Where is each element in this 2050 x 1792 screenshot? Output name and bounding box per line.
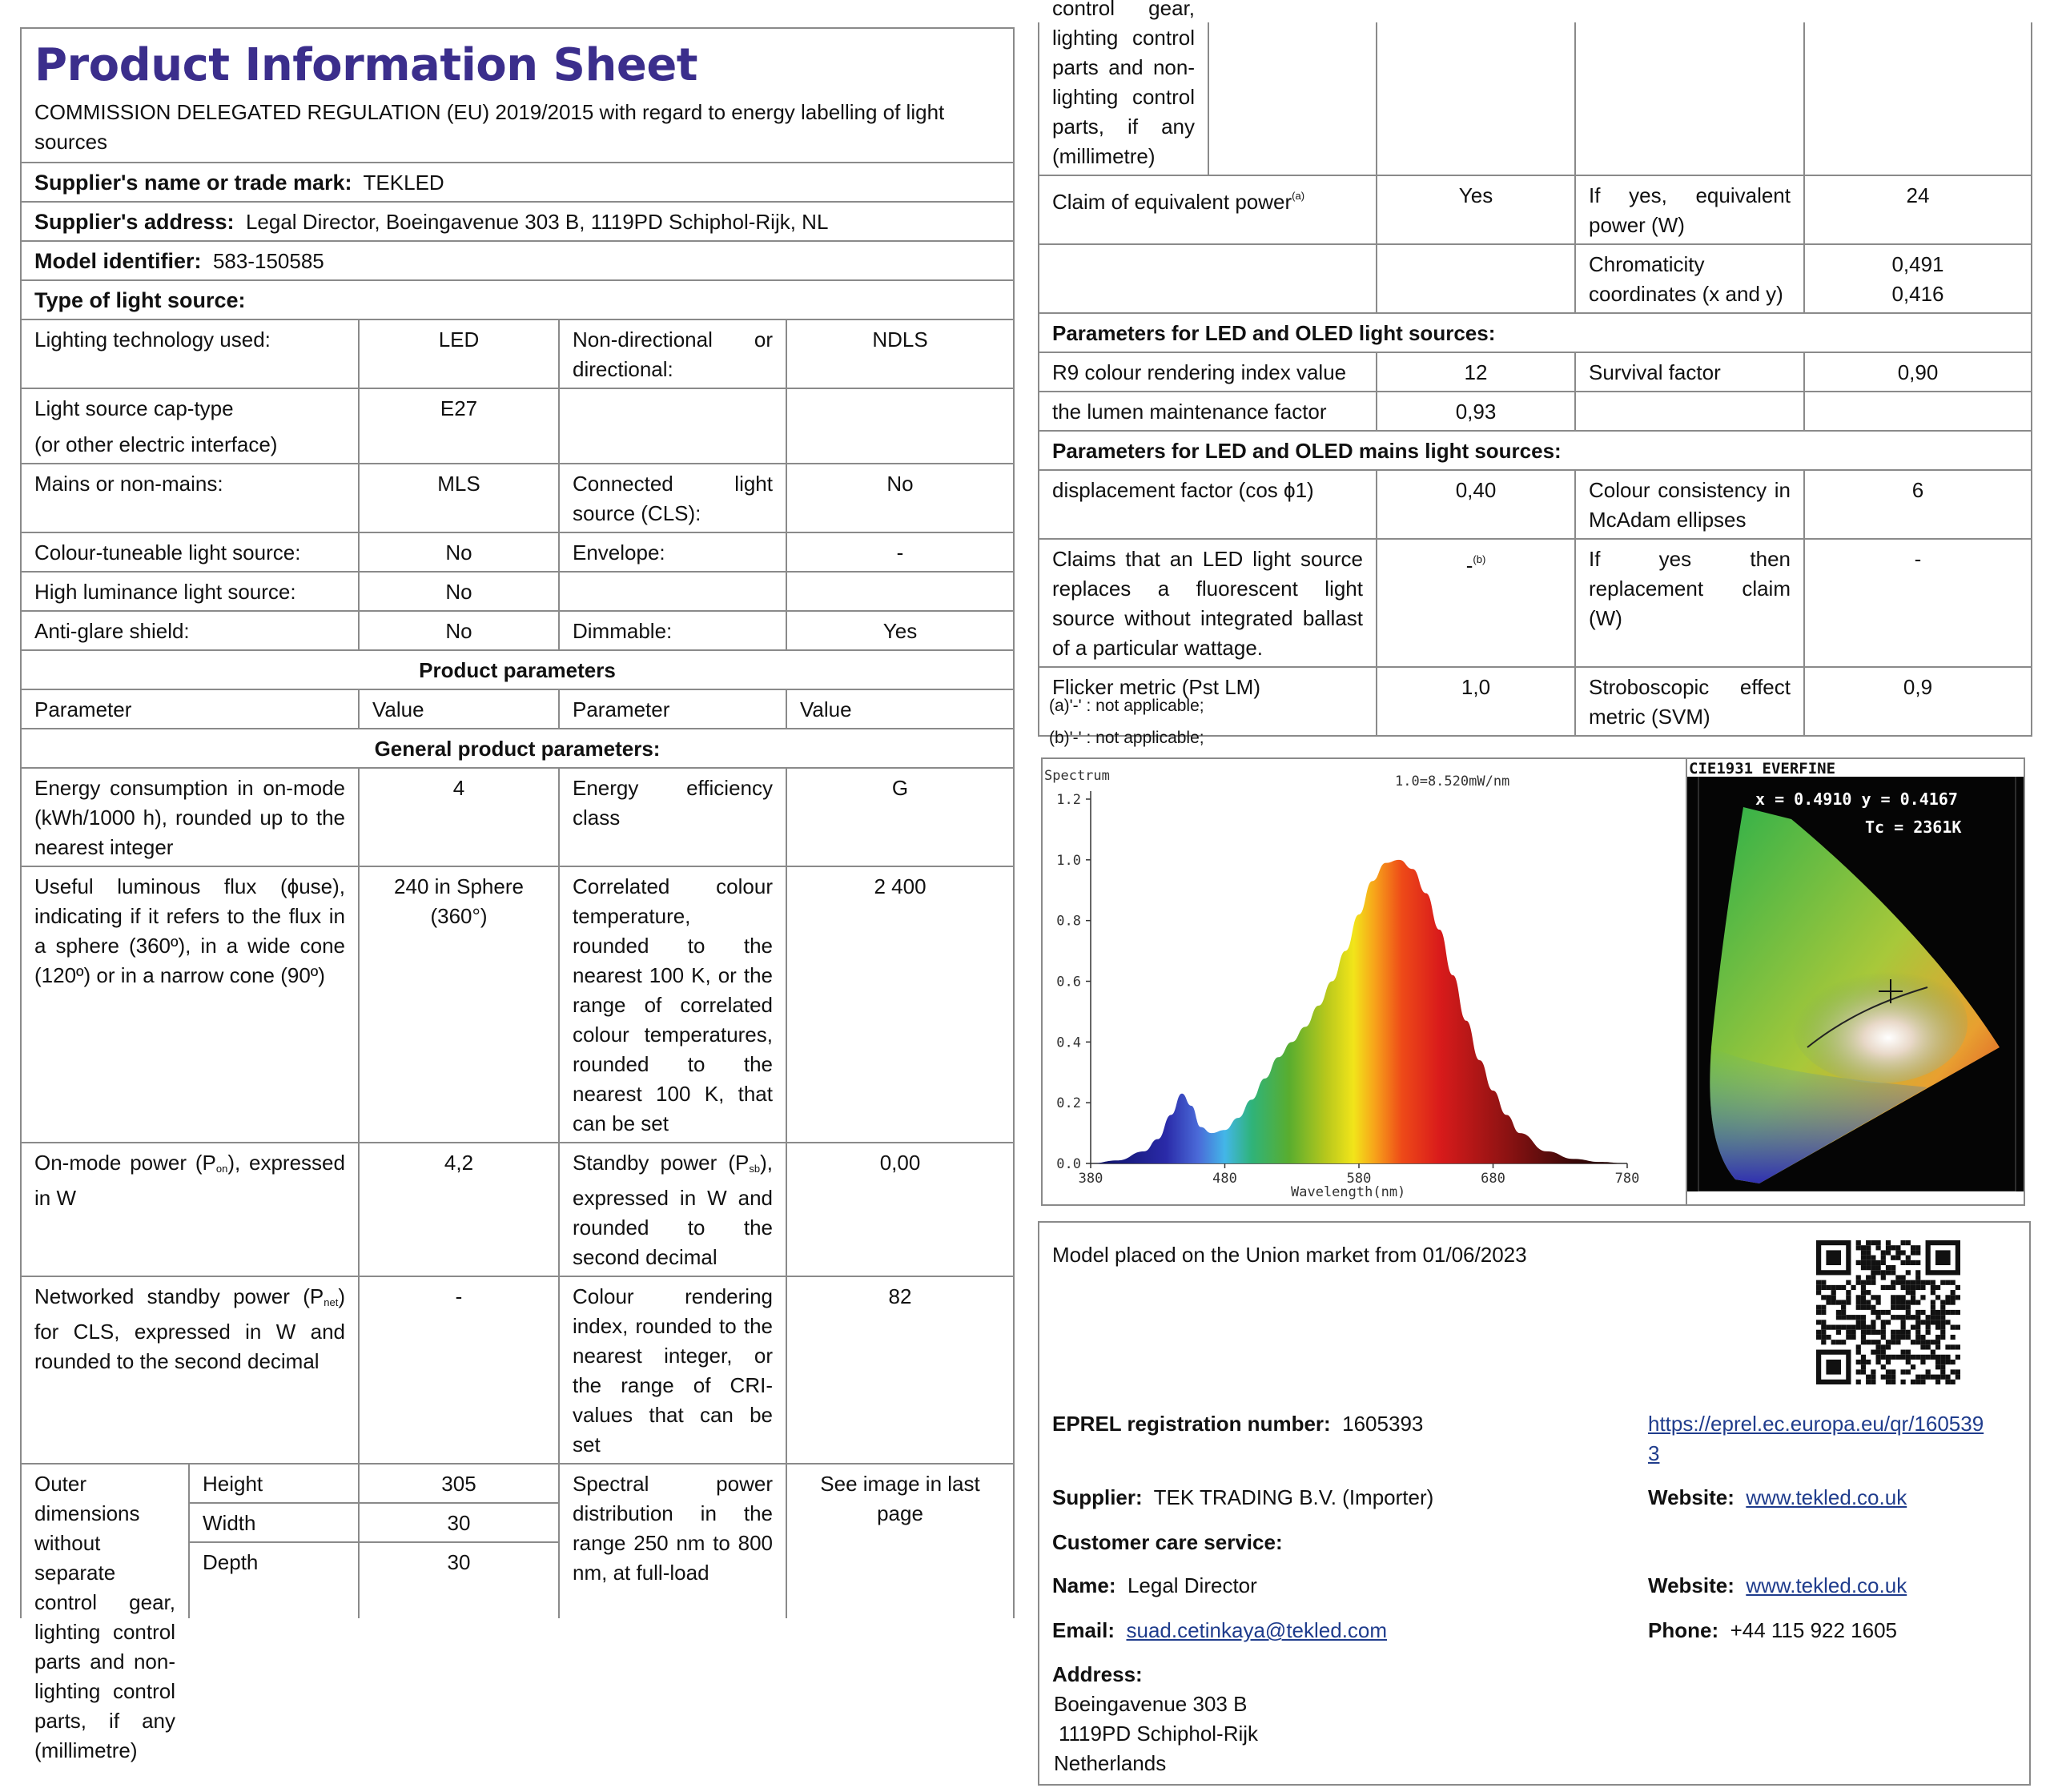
dir-value: NDLS (786, 319, 1014, 388)
website-label: Website: (1648, 1485, 1734, 1509)
address-label: Address: (1052, 1662, 1143, 1686)
width-label: Width (189, 1503, 359, 1542)
led-header: Parameters for LED and OLED light sources: (1052, 321, 1496, 345)
y-tick-label: 1.2 (1056, 792, 1081, 808)
cct-label: Correlated colour temperature, rounded to the nearest 100 K, or the range of correlated colour temperatures, rounded to the nearest 100 K, that can be set (559, 866, 786, 1143)
eprel-label: EPREL registration number: (1052, 1412, 1331, 1436)
address-line-3: Netherlands (1054, 1751, 1167, 1775)
replace-label: Claims that an LED light source replaces a fluorescent light source without integrated ballast of a particular wattage. (1039, 539, 1377, 667)
cie-white-region (1791, 963, 1968, 1083)
disp-label: displacement factor (cos ϕ1) (1039, 470, 1377, 539)
env-label: Envelope: (559, 532, 786, 572)
note-b: (b)'-' : not applicable; (1049, 729, 1204, 747)
cct-value: 2 400 (786, 866, 1014, 1143)
x-tick-label: 780 (1614, 1171, 1640, 1187)
spd-value: See image in last page (786, 1464, 1014, 1618)
spectrum-area (1091, 860, 1627, 1163)
glare-value: No (359, 611, 559, 650)
class-value: G (786, 768, 1014, 866)
standby-label: Standby power $(P_{sb})$, expressed in W and rounded to the second decimal (559, 1143, 786, 1276)
type-header: Type of light source: (34, 288, 246, 312)
qr-code-icon[interactable] (1816, 1240, 1960, 1384)
flicker-value: 1,0 (1377, 667, 1575, 736)
product-parameters-header: Product parameters (21, 650, 1014, 689)
mains-value: MLS (359, 464, 559, 532)
strobe-value: 0,9 (1804, 667, 2032, 736)
mains-header: Parameters for LED and OLED mains light sources: (1052, 439, 1562, 463)
supplier-address-label: Supplier's address: (34, 210, 235, 234)
x-tick-label: 480 (1212, 1171, 1237, 1187)
supplier-name-label: Supplier's name or trade mark: (34, 171, 352, 195)
spd-label: Spectral power distribution in the range 250 nm to 800 nm, at full-load (559, 1464, 786, 1618)
address-line-1: Boeingavenue 303 B (1054, 1692, 1248, 1716)
tune-label: Colour-tuneable light source: (21, 532, 359, 572)
cap-label: Light source cap-type (34, 396, 234, 420)
supplier-label: Supplier: (1052, 1485, 1143, 1509)
supplier-value: TEK TRADING B.V. (Importer) (1153, 1485, 1434, 1509)
claim-label: Claim of equivalent power$^{(a)}$ (1039, 175, 1377, 244)
flux-label: Useful luminous flux (ϕuse), indicating if it refers to the flux in a sphere (360º), in a wide cone (120º) or in a narrow cone (90º) (21, 866, 359, 1143)
onpower-label: On-mode power $(P_{on})$, expressed in W (21, 1143, 359, 1276)
x-tick-label: 380 (1078, 1171, 1103, 1187)
email-link[interactable]: suad.cetinkaya@tekled.com (1126, 1618, 1388, 1642)
mains-label: Mains or non-mains: (21, 464, 359, 532)
net-label: Networked standby power $(P_{net})$ for CLS, expressed in W and rounded to the second decimal (21, 1276, 359, 1464)
y-tick-label: 0.2 (1056, 1095, 1081, 1112)
cie-title: CIE1931 EVERFINE (1689, 760, 1836, 777)
email-label: Email: (1052, 1618, 1115, 1642)
care-header: Customer care service: (1052, 1530, 1283, 1554)
website2-link[interactable]: www.tekled.co.uk (1746, 1573, 1907, 1597)
param-col-2: Parameter (559, 689, 786, 729)
flux-value: 240 in Sphere (360°) (359, 866, 559, 1143)
outer-dim-continued: control gear, lighting control parts and non-lighting control parts, if any (millimetre) (1052, 0, 1195, 168)
model-identifier-value: 583-150585 (212, 249, 324, 273)
chroma-x: 0,491 (1891, 252, 1944, 276)
website-link[interactable]: www.tekled.co.uk (1746, 1485, 1907, 1509)
supplier-address-value: Legal Director, Boeingavenue 303 B, 1119PD Schiphol-Rijk, NL (245, 210, 829, 234)
consist-value: 6 (1804, 470, 2032, 539)
cie-chart (1686, 757, 2025, 1206)
model-identifier-label: Model identifier: (34, 249, 202, 273)
eprel-link[interactable]: https://eprel.ec.europa.eu/qr/1605393 (1648, 1412, 1984, 1465)
env-value: - (786, 532, 1014, 572)
spectrum-chart (1041, 757, 1692, 1206)
phone-value: +44 115 922 1605 (1730, 1618, 1898, 1642)
claim-value: Yes (1377, 175, 1575, 244)
cri-value: 82 (786, 1276, 1014, 1464)
survival-label: Survival factor (1575, 352, 1804, 392)
height-value: 305 (359, 1464, 559, 1503)
survival-value: 0,90 (1804, 352, 2032, 392)
class-label: Energy efficiency class (559, 768, 786, 866)
y-tick-label: 0.6 (1056, 974, 1081, 990)
flicker-label: Flicker metric (Pst LM) (1039, 667, 1377, 736)
outer-dim-label: Outer dimensions without separate control gear, lighting control parts and non-lighting control parts, if any (millimetre) (34, 1472, 175, 1762)
energy-value: 4 (359, 768, 559, 866)
address-line-2: 1119PD Schiphol-Rijk (1059, 1722, 1259, 1746)
tech-label: Lighting technology used: (21, 319, 359, 388)
replace-value: -$^{(b)}$ (1377, 539, 1575, 667)
lumen-label: the lumen maintenance factor (1039, 392, 1377, 431)
net-value: - (359, 1276, 559, 1464)
cri-label: Colour rendering index, rounded to the nearest integer, or the range of CRI-values that can be set (559, 1276, 786, 1464)
y-tick-label: 0.4 (1056, 1035, 1081, 1051)
y-tick-label: 0.0 (1056, 1156, 1081, 1172)
eprel-value: 1605393 (1342, 1412, 1424, 1436)
cie-bottom-ticks (1687, 1191, 2024, 1204)
x-tick-label: 580 (1346, 1171, 1372, 1187)
equiv-label: If yes, equivalent power (W) (1575, 175, 1804, 244)
name-label: Name: (1052, 1573, 1116, 1597)
spectrum-xlabel: Wavelength(nm) (1291, 1184, 1406, 1200)
phone-label: Phone: (1648, 1618, 1719, 1642)
x-tick-label: 680 (1481, 1171, 1505, 1187)
depth-label: Depth (189, 1542, 359, 1618)
chroma-y: 0,416 (1891, 282, 1944, 306)
main-info-table (20, 27, 1015, 1762)
spectrum-scale: 1.0=8.520mW/nm (1395, 773, 1510, 790)
market-text: Model placed on the Union market from 01/06/2023 (1052, 1243, 1527, 1267)
param-col-1: Parameter (21, 689, 359, 729)
cls-label: Connected light source (CLS): (559, 464, 786, 532)
page-title: Product Information Sheet (34, 39, 698, 91)
strobe-label: Stroboscopic effect metric (SVM) (1575, 667, 1804, 736)
website2-label: Website: (1648, 1573, 1734, 1597)
disp-value: 0,40 (1377, 470, 1575, 539)
y-tick-label: 1.0 (1056, 852, 1081, 869)
cie-coords: x = 0.4910 y = 0.4167 (1755, 790, 1958, 809)
width-value: 30 (359, 1503, 559, 1542)
spectrum-label: Spectrum (1044, 768, 1110, 784)
replace-claim-label: If yes then replacement claim (W) (1575, 539, 1804, 667)
cap-value: E27 (359, 388, 559, 464)
lumen-value: 0,93 (1377, 392, 1575, 431)
cie-tc: Tc = 2361K (1865, 818, 1962, 837)
depth-value: 30 (359, 1542, 559, 1618)
y-tick-label: 0.8 (1056, 913, 1081, 930)
cap-label-2: (or other electric interface) (34, 432, 278, 456)
value-col-2: Value (786, 689, 1014, 729)
equiv-value: 24 (1804, 175, 2032, 244)
regulation-text: COMMISSION DELEGATED REGULATION (EU) 2019/2015 with regard to energy labelling of light sources (34, 100, 945, 154)
glare-label: Anti-glare shield: (21, 611, 359, 650)
note-a: (a)'-' : not applicable; (1049, 697, 1204, 715)
value-col-1: Value (359, 689, 559, 729)
r9-label: R9 colour rendering index value (1039, 352, 1377, 392)
onpower-value: 4,2 (359, 1143, 559, 1276)
r9-value: 12 (1377, 352, 1575, 392)
tech-value: LED (359, 319, 559, 388)
lum-value: No (359, 572, 559, 611)
dir-label: Non-directional or directional: (559, 319, 786, 388)
tune-value: No (359, 532, 559, 572)
supplier-name-value: TEKLED (363, 171, 444, 195)
replace-claim-value: - (1804, 539, 2032, 667)
cls-value: No (786, 464, 1014, 532)
dim-value: Yes (786, 611, 1014, 650)
consist-label: Colour consistency in McAdam ellipses (1575, 470, 1804, 539)
general-header: General product parameters: (21, 729, 1014, 768)
dim-label: Dimmable: (559, 611, 786, 650)
height-label: Height (189, 1464, 359, 1503)
standby-value: 0,00 (786, 1143, 1014, 1276)
energy-label: Energy consumption in on-mode (kWh/1000 h), rounded up to the nearest integer (21, 768, 359, 866)
spectrum-svg (1043, 759, 1690, 1204)
info-box (1038, 1221, 2031, 1786)
chroma-label: Chromaticity coordinates (x and y) (1575, 244, 1804, 313)
name-value: Legal Director (1127, 1573, 1257, 1597)
lum-label: High luminance light source: (21, 572, 359, 611)
right-param-table (1038, 0, 2032, 737)
cie-svg (1687, 759, 2024, 1204)
